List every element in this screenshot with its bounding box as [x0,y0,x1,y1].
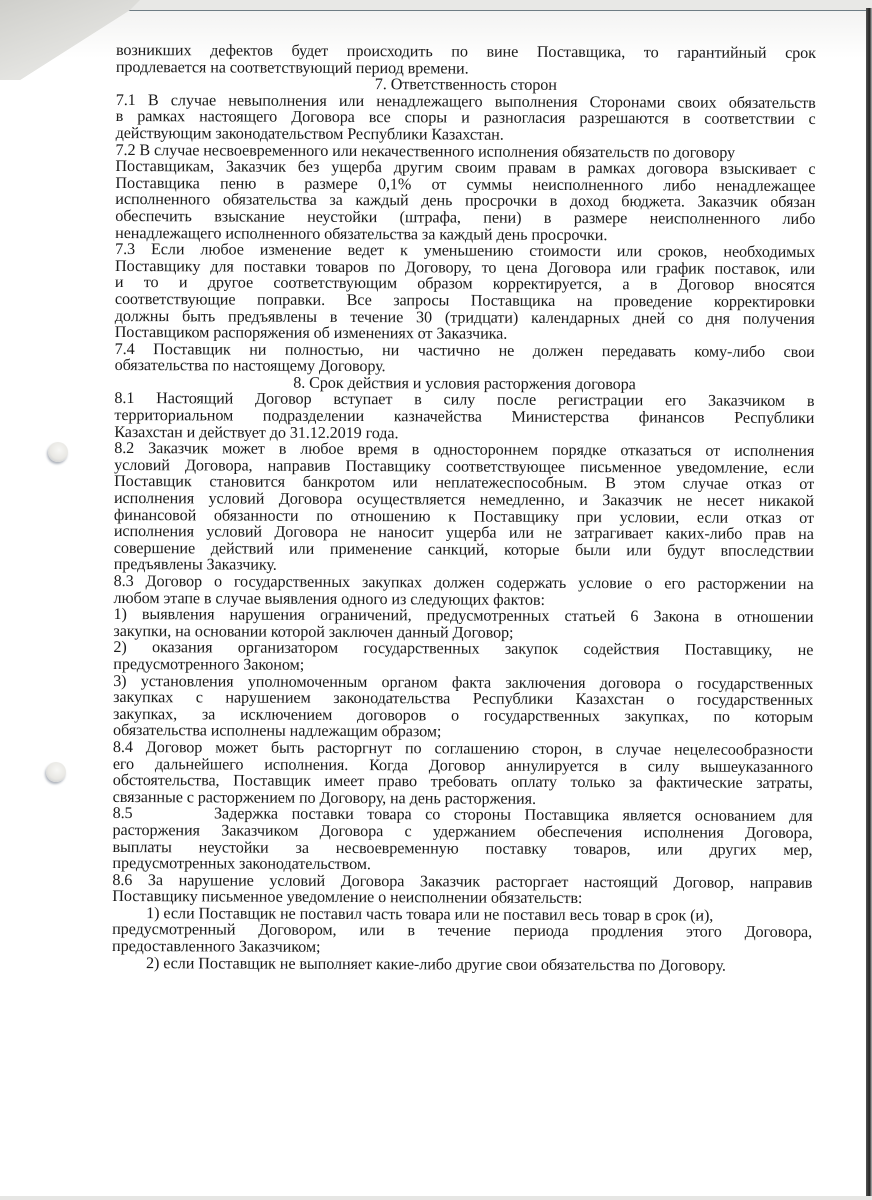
text-line: соответствующие поправки. Все запросы Поставщика на проведение корректировки [114,289,815,311]
clause-8-3-item-3 [113,673,813,742]
clause-8-4 [113,739,813,808]
section-8-heading: 8. Срок действия и условия расторжения договора [293,373,636,394]
text-line: Поставщиком распоряжения об изменениях от Заказчика. [114,323,508,343]
text-line: продлевается на соответствующий период времени. [115,57,469,78]
text-line: любом этапе в случае выявления одного из следующих фактов: [113,588,545,609]
text-line: его дальнейшего исполнения. Когда Договор аннулируется в силу вышеуказанного [112,754,813,776]
text-line: Поставщикам, Заказчик без ущерба другим своим правам в рамках договора взыскивает с [115,157,816,179]
text-line: финансовой обязанности по отношению к Поставщику при условии, если отказ от [113,505,814,527]
text-line: 7.1 В случае невыполнения или ненадлежащего выполнения Сторонами своих обязательств [115,90,816,112]
clause-8-2 [114,440,815,576]
text-line: 8.3 Договор о государственных закупках должен содержать условие о его расторжении на [113,571,814,594]
text-line: Поставщику для поставки товаров по Договору, то цена Договора или график поставок, или [114,256,816,278]
text-line: обязательства по настоящему Договору. [114,356,386,376]
text-line: 8.2 Заказчик может в любое время в одностороннем порядке отказаться от исполнения [114,439,815,461]
text-line: 8.5 Задержка поставки товара со стороны Поставщика является основанием для [112,804,813,826]
clause-7-4 [115,341,815,377]
text-line: предусмотренного Законом; [113,654,305,674]
text-line: должны быть предъявлены в течение 30 (тридцати) календарных дней со дня получения [114,306,815,328]
text-line: Казахстан и действует до 31.12.2019 года. [114,422,399,442]
clause-8-5 [112,805,812,874]
intro-paragraph [116,42,816,78]
scan-edge-right [866,8,872,1200]
text-line: 2) оказания организатором государственных закупок содействия Поставщику, не [113,638,814,660]
text-line: в рамках настоящего Договора все споры и разногласия разрешаются в соответствии с [115,107,816,129]
clause-7-2 [115,142,815,245]
text-line: исполнения условий Договора не наносит ущерба или не затрагивает каких-либо прав на [113,522,814,544]
text-line: закупках, за исключением договоров о государственных закупках, по которым [113,704,814,726]
text-line: возникших дефектов будет происходить по вине Поставщика, то гарантийный срок [115,41,816,63]
text-line: предусмотренный Договором, или в течение периода продления этого Договора, [112,920,813,942]
text-line: совершение действий или применение санкций, которые были или будут впоследствии [113,538,814,560]
clause-7-3 [115,241,815,344]
text-line: Поставщику письменное уведомление о неисполнении обязательств: [112,887,583,908]
text-line: исполнения условий Договора осуществляется немедленно, и Заказчик не несет никакой [113,489,815,511]
section-7-heading: 7. Ответственность сторон [374,75,557,95]
text-line: 8.6 За нарушение условий Договора Заказчик расторгает настоящий Договор, направив [112,870,813,892]
text-line: расторжения Заказчиком Договора с удержанием обеспечения исполнения Договора, [112,820,813,842]
clause-8-3 [114,573,814,609]
scan-edge-bottom [0,1196,872,1200]
text-line: 8.4 Договор может быть расторгнут по соглашению сторон, в случае нецелесообразности [112,737,813,759]
text-line: действующим законодательством Республики Казахстан. [115,123,504,144]
text-line: и то и другое соответствующим образом корректируется, а в Договор вносятся [114,273,815,295]
text-line: обстоятельства, Поставщик имеет право требовать оплату только за фактические затраты, [112,771,813,793]
text-line: обязательства исполнены надлежащим образом; [112,721,442,741]
clause-8-6-item-2 [112,955,812,975]
text-line: Поставщика пеню в размере 0,1% от суммы неисполненного либо ненадлежащее [115,173,816,195]
text-line: предоставленного Заказчиком; [112,937,321,956]
punch-hole-icon [48,442,68,462]
text-line: 3) установления уполномоченным органом факта заключения договора о государственных [113,671,814,693]
text-line: исполненного обязательства за каждый день просрочки в доход бюджета. Заказчик обязан [115,190,816,212]
clause-8-6 [112,872,812,908]
clause-8-3-item-2 [113,639,813,675]
text-line: 7.3 Если любое изменение ведет к уменьшению стоимости или сроков, необходимых [115,240,816,262]
clause-7-1 [116,92,816,145]
text-line: связанные с расторжением по Договору, на день расторжения. [112,787,536,808]
text-line: предъявлены Заказчику. [113,555,277,575]
document-body [112,42,816,974]
text-line: ненадлежащего исполненного обязательства за каждый день просрочки. [115,223,608,244]
text-line: 8.1 Настоящий Договор вступает в силу после регистрации его Заказчиком в [114,389,815,411]
text-line: Поставщик становится банкротом или неплатежеспособным. В этом случае отказ от [114,472,815,494]
text-line: условий Договора, направив Поставщику соответствующее письменное уведомление, если [114,455,815,477]
text-line: 1) выявления нарушения ограничений, предусмотренных статьей 6 Закона в отношении [113,605,814,627]
text-line: 7.4 Поставщик ни полностью, ни частично не должен передавать кому-либо свои [114,339,815,361]
text-line: 7.2 В случае несвоевременного или некачественного исполнения обязательств по договору [115,140,736,162]
punch-hole-icon [46,762,66,782]
text-line: предусмотренных законодательством. [112,854,371,874]
text-line: выплаты неустойки за несвоевременную поставку товаров, или других мер, [112,837,813,859]
text-line: закупках с нарушением законодательства Республики Казахстан о государственных [113,688,814,710]
clause-8-1 [114,390,814,443]
text-line: 1) если Поставщик не поставил часть товара или не поставил весь товар в срок (и), [146,904,714,925]
text-line: территориальном подразделении казначейства Министерства финансов Республики [114,406,815,428]
clause-8-3-item-1 [113,606,813,642]
text-line: 2) если Поставщик не выполняет какие-либо другие свои обязательства по Договору. [145,953,726,975]
clause-8-6-item-1 [112,905,812,958]
text-line: закупки, на основании которой заключен данный Договор; [113,621,514,642]
text-line: обеспечить взыскание неустойки (штрафа, пени) в размере неисполненного либо [115,206,816,228]
